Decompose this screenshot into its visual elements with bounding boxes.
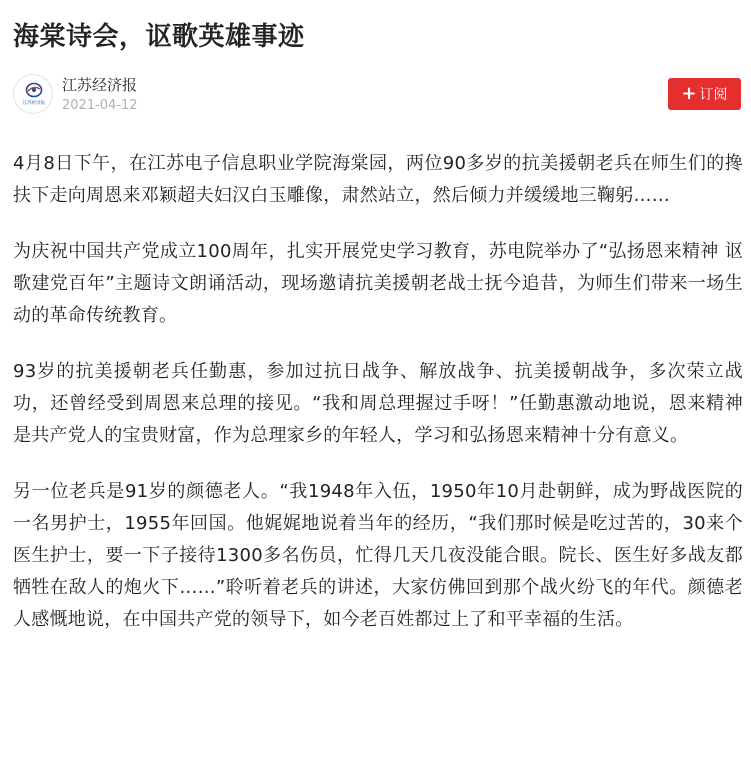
article-title: 海棠诗会，讴歌英雄事迹: [13, 22, 305, 53]
article-paragraph: 为庆祝中国共产党成立100周年，扎实开展党史学习教育，苏电院举办了“弘扬恩来精神 讴歌建党百年”主题诗文朗诵活动，现场邀请抗美援朝老战士抚今追昔，为师生们带来一场生动的革命传统教育。: [13, 241, 743, 326]
article-body: [13, 148, 743, 660]
subscribe-button[interactable]: [668, 78, 741, 110]
author-avatar[interactable]: [13, 74, 53, 114]
article-paragraph: 4月8日下午，在江苏电子信息职业学院海棠园，两位90多岁的抗美援朝老兵在师生们的搀扶下走向周恩来邓颖超夫妇汉白玉雕像，肃然站立，然后倾力并缓缓地三鞠躬……: [13, 153, 743, 206]
logo-icon: [25, 82, 43, 98]
author-row: [13, 74, 741, 118]
avatar-logo-text: 江苏经济报: [22, 100, 46, 106]
article-paragraph: 93岁的抗美援朝老兵任勤惠，参加过抗日战争、解放战争、抗美援朝战争，多次荣立战功，还曾经受到周恩来总理的接见。“我和周总理握过手呀！”任勤惠激动地说，恩来精神是共产党人的宝贵财富，作为总理家乡的年轻人，学习和弘扬恩来精神十分有意义。: [13, 361, 743, 446]
article-paragraph: 另一位老兵是91岁的颜德老人。“我1948年入伍，1950年10月赴朝鲜，成为野战医院的一名男护士，1955年回国。他娓娓地说着当年的经历，“我们那时候是吃过苦的，30来个医生护士，要一下子接待1300多名伤员，忙得几天几夜没能合眼。院长、医生好多战友都牺牲在敌人的炮火下……”聆听着老兵的讲述，大家仿佛回到那个战火纷飞的年代。颜德老人感慨地说，在中国共产党的领导下，如今老百姓都过上了和平幸福的生活。: [13, 481, 743, 630]
subscribe-label: 订阅: [699, 87, 728, 103]
plus-icon: +: [681, 83, 697, 104]
author-name[interactable]: 江苏经济报: [62, 76, 138, 94]
publish-date: 2021-04-12: [62, 98, 138, 113]
